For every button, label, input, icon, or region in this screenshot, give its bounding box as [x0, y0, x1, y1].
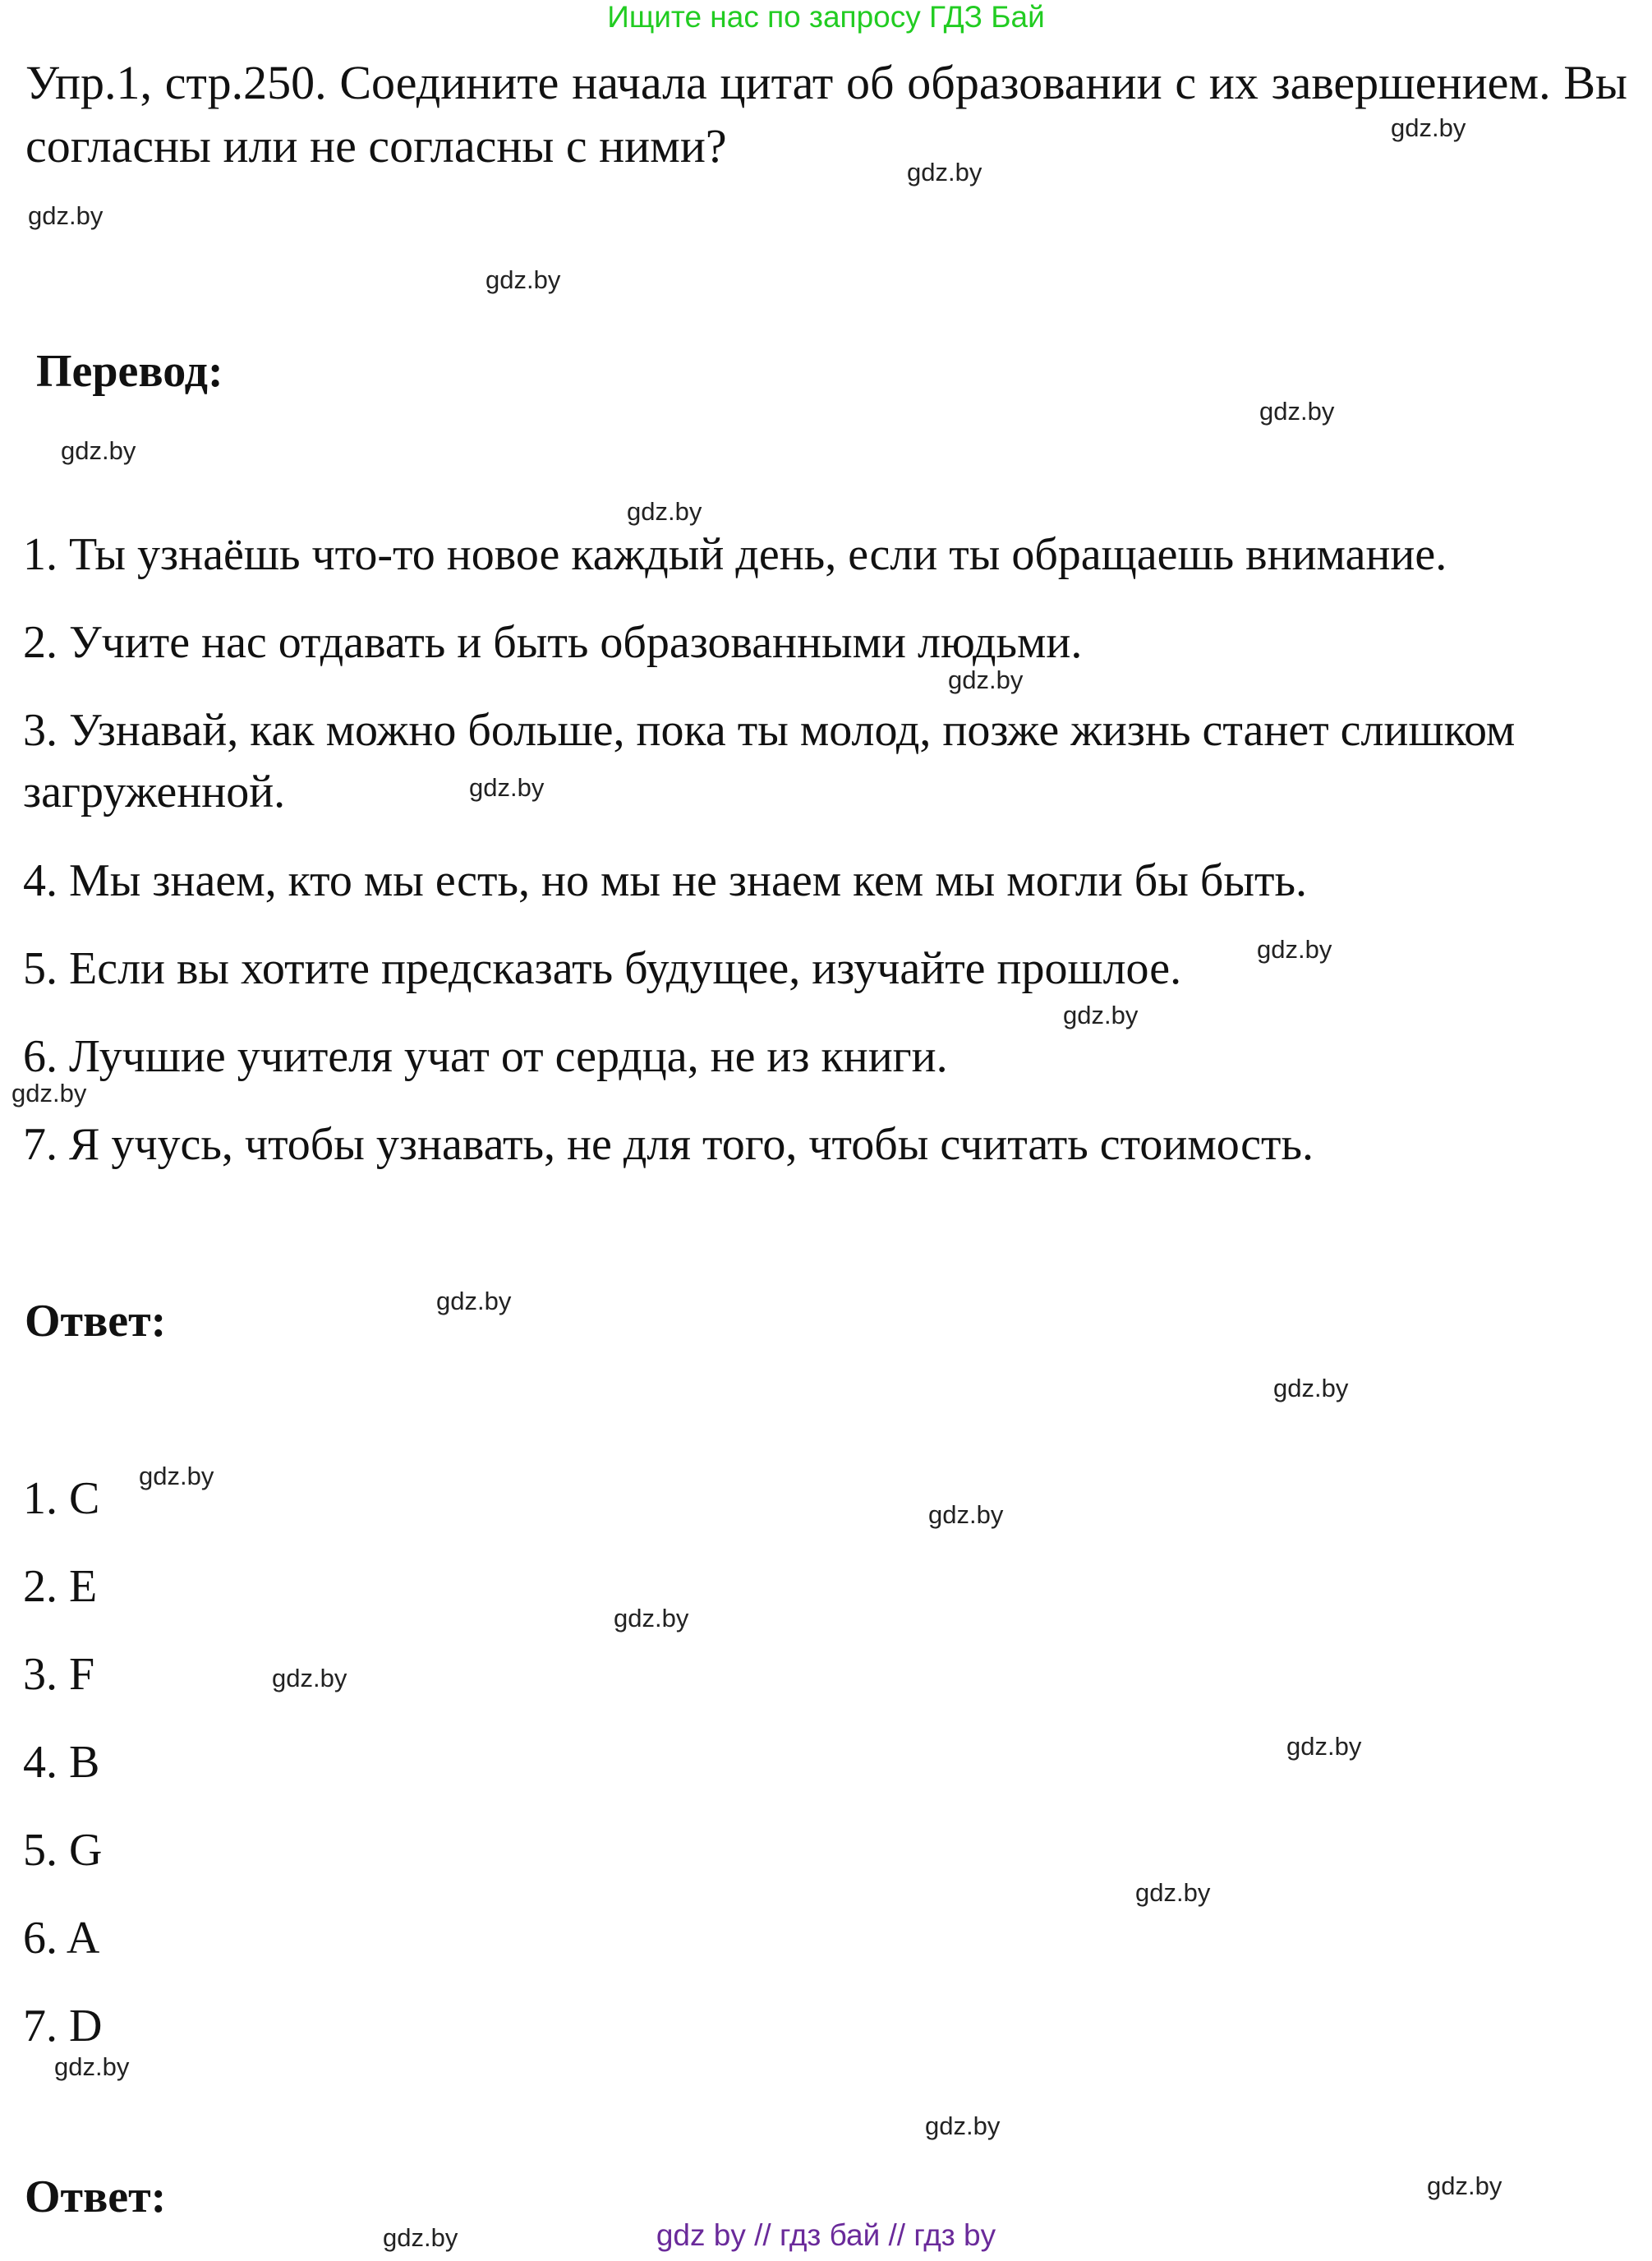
answer-item-4: 4. B	[23, 1737, 100, 1788]
watermark: gdz.by	[1273, 1374, 1349, 1402]
answer-heading-2: Ответ:	[25, 2171, 167, 2222]
watermark: gdz.by	[1391, 113, 1466, 142]
translation-item-6: 6. Лучшие учителя учат от сердца, не из книги.	[23, 1031, 948, 1082]
watermark: gdz.by	[436, 1287, 512, 1315]
watermark: gdz.by	[907, 158, 982, 186]
answer-item-3: 3. F	[23, 1649, 95, 1700]
watermark: gdz.by	[272, 1664, 347, 1692]
watermark: gdz.by	[1427, 2171, 1502, 2200]
answer-item-7: 7. D	[23, 2001, 103, 2051]
footer-links[interactable]: gdz by // гдз бай // гдз by	[656, 2218, 996, 2252]
answer-item-5: 5. G	[23, 1825, 103, 1876]
translation-item-5: 5. Если вы хотите предсказать будущее, изучайте прошлое.	[23, 943, 1182, 994]
translation-item-3-cont: загруженной.	[23, 767, 286, 817]
watermark: gdz.by	[1259, 397, 1335, 426]
watermark: gdz.by	[61, 436, 136, 465]
answer-item-1: 1. C	[23, 1473, 100, 1524]
watermark: gdz.by	[1257, 935, 1332, 964]
watermark: gdz.by	[928, 1500, 1004, 1529]
top-banner[interactable]: Ищите нас по запросу ГДЗ Бай	[607, 0, 1045, 34]
translation-item-2: 2. Учите нас отдавать и быть образованными людьми.	[23, 617, 1083, 668]
watermark: gdz.by	[469, 773, 545, 802]
watermark: gdz.by	[1135, 1878, 1211, 1907]
watermark: gdz.by	[383, 2223, 458, 2252]
watermark: gdz.by	[614, 1604, 689, 1632]
translation-item-7: 7. Я учусь, чтобы узнавать, не для того, чтобы считать стоимость.	[23, 1119, 1314, 1170]
translation-item-1: 1. Ты узнаёшь что-то новое каждый день, если ты обращаешь внимание.	[23, 529, 1447, 580]
watermark: gdz.by	[28, 201, 104, 230]
watermark: gdz.by	[54, 2052, 130, 2081]
answer-heading: Ответ:	[25, 1296, 167, 1347]
watermark: gdz.by	[1286, 1732, 1362, 1761]
task-text: Упр.1, стр.250. Соедините начала цитат об образовании с их завершением. Вы согласны или не согласны с ними?	[25, 56, 1627, 173]
watermark: gdz.by	[948, 665, 1024, 694]
watermark: gdz.by	[1063, 1001, 1139, 1029]
watermark: gdz.by	[139, 1462, 214, 1490]
translation-heading: Перевод:	[36, 346, 223, 397]
answer-item-2: 2. E	[23, 1561, 98, 1612]
watermark: gdz.by	[12, 1079, 87, 1107]
translation-item-4: 4. Мы знаем, кто мы есть, но мы не знаем кем мы могли бы быть.	[23, 855, 1308, 906]
translation-item-3: 3. Узнавай, как можно больше, пока ты молод, позже жизнь станет слишком	[23, 705, 1516, 756]
watermark: gdz.by	[925, 2111, 1001, 2140]
watermark: gdz.by	[627, 497, 702, 526]
watermark: gdz.by	[485, 265, 561, 294]
answer-item-6: 6. A	[23, 1913, 100, 1964]
